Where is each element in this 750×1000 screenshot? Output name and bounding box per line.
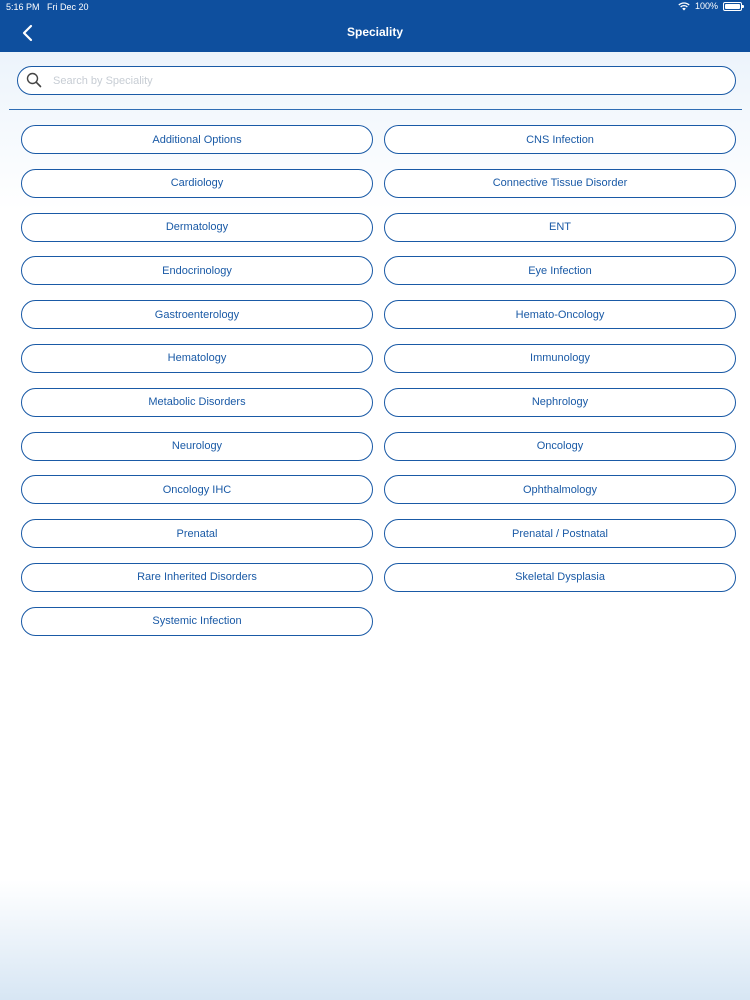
wifi-icon	[678, 2, 690, 11]
speciality-button[interactable]: Prenatal	[21, 519, 373, 548]
status-right	[678, 1, 742, 11]
status-date: Fri Dec 20	[47, 2, 89, 12]
speciality-button[interactable]: Systemic Infection	[21, 607, 373, 636]
status-time: 5:16 PM	[6, 2, 40, 12]
speciality-button[interactable]: Prenatal / Postnatal	[384, 519, 736, 548]
speciality-button[interactable]: Dermatology	[21, 213, 373, 242]
speciality-button[interactable]: Nephrology	[384, 388, 736, 417]
search-icon	[26, 72, 42, 88]
speciality-button[interactable]: Endocrinology	[21, 256, 373, 285]
speciality-button[interactable]: Gastroenterology	[21, 300, 373, 329]
divider	[9, 109, 742, 110]
speciality-button[interactable]: Skeletal Dysplasia	[384, 563, 736, 592]
speciality-button[interactable]: Oncology	[384, 432, 736, 461]
speciality-button[interactable]: CNS Infection	[384, 125, 736, 154]
speciality-grid	[21, 125, 736, 636]
search-input[interactable]	[51, 71, 725, 91]
speciality-button[interactable]: Rare Inherited Disorders	[21, 563, 373, 592]
battery-icon	[723, 2, 742, 11]
speciality-button[interactable]: Connective Tissue Disorder	[384, 169, 736, 198]
status-bar	[0, 0, 750, 15]
speciality-button[interactable]: Cardiology	[21, 169, 373, 198]
speciality-button[interactable]: Immunology	[384, 344, 736, 373]
battery-percent: 100%	[694, 1, 718, 11]
speciality-button[interactable]: Oncology IHC	[21, 475, 373, 504]
speciality-button[interactable]: Ophthalmology	[384, 475, 736, 504]
speciality-button[interactable]: ENT	[384, 213, 736, 242]
speciality-button[interactable]: Hemato-Oncology	[384, 300, 736, 329]
page-title: Speciality	[346, 25, 404, 39]
speciality-button[interactable]: Additional Options	[21, 125, 373, 154]
speciality-button[interactable]: Eye Infection	[384, 256, 736, 285]
speciality-button[interactable]: Metabolic Disorders	[21, 388, 373, 417]
speciality-button[interactable]: Hematology	[21, 344, 373, 373]
search-bar[interactable]	[17, 66, 736, 95]
navigation-bar	[0, 0, 750, 52]
speciality-button[interactable]: Neurology	[21, 432, 373, 461]
